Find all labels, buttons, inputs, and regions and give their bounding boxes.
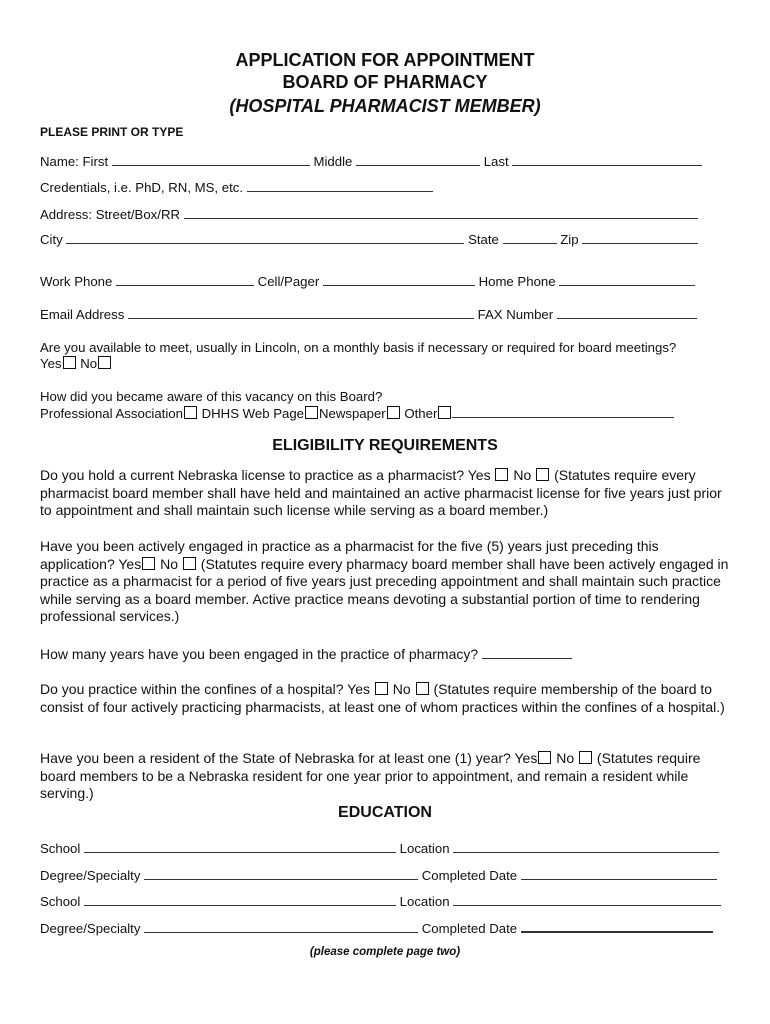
awareness-options	[40, 405, 674, 421]
license-no-checkbox[interactable]	[536, 468, 549, 481]
hospital-question-text: Do you practice within the confines of a hospital?	[40, 681, 344, 697]
page-two-note: (please complete page two)	[309, 946, 461, 958]
home-phone-label: Home Phone	[478, 274, 556, 289]
phone-row	[40, 273, 695, 289]
hospital-yes-label: Yes	[347, 681, 370, 697]
education-school-row-2	[40, 893, 721, 909]
dhhs-web-page-label: DHHS Web Page	[201, 406, 304, 421]
city-field[interactable]	[66, 231, 464, 244]
work-phone-field[interactable]	[116, 273, 254, 286]
credentials-row	[40, 179, 433, 195]
zip-field[interactable]	[582, 231, 698, 244]
hospital-no-label: No	[392, 681, 411, 697]
school-label-1: School	[40, 841, 81, 856]
zip-label: Zip	[560, 232, 579, 247]
first-name-label: Name: First	[40, 154, 109, 169]
city-state-zip-row	[40, 231, 698, 247]
eligibility-residency-question	[40, 750, 730, 803]
credentials-label: Credentials, i.e. PhD, RN, MS, etc.	[40, 180, 244, 195]
hospital-no-checkbox[interactable]	[416, 682, 429, 695]
address-field[interactable]	[184, 206, 698, 219]
form-subtitle: (HOSPITAL PHARMACIST MEMBER)	[229, 96, 541, 116]
form-title-line-1: APPLICATION FOR APPOINTMENT	[235, 50, 535, 70]
location-label-2: Location	[399, 894, 450, 909]
years-question-text: How many years have you been engaged in the practice of pharmacy?	[40, 646, 479, 662]
work-phone-label: Work Phone	[40, 274, 113, 289]
dhhs-web-page-checkbox[interactable]	[305, 406, 318, 419]
license-yes-label: Yes	[467, 467, 491, 483]
education-degree-row-1	[40, 867, 717, 883]
eligibility-hospital-question	[40, 681, 730, 716]
practice-no-checkbox[interactable]	[183, 557, 196, 570]
school-label-2: School	[40, 894, 81, 909]
eligibility-license-question	[40, 467, 730, 520]
practice-yes-label: Yes	[118, 555, 142, 572]
availability-yes-label: Yes	[40, 356, 62, 371]
address-label: Address: Street/Box/RR	[40, 207, 180, 222]
degree-label-1: Degree/Specialty	[40, 868, 141, 883]
location-field-1[interactable]	[453, 840, 719, 853]
residency-yes-checkbox[interactable]	[538, 751, 551, 764]
state-field[interactable]	[503, 231, 557, 244]
other-specify-field[interactable]	[452, 405, 674, 418]
license-no-label: No	[513, 467, 532, 483]
last-name-label: Last	[483, 154, 509, 169]
eligibility-practice-question	[40, 538, 730, 626]
school-field-2[interactable]	[84, 893, 396, 906]
education-degree-row-2	[40, 919, 713, 936]
practice-no-label: No	[160, 555, 179, 572]
email-label: Email Address	[40, 307, 125, 322]
practice-yes-checkbox[interactable]	[142, 557, 155, 570]
years-field[interactable]	[482, 646, 572, 659]
license-statute-note: (Statutes require every pharmacist board member shall have held and maintained an active pharmacist license for five years just prior to appointment and shall maintain such license while serving as a board member.)	[40, 467, 722, 518]
hospital-yes-checkbox[interactable]	[375, 682, 388, 695]
city-label: City	[40, 232, 63, 247]
middle-name-label: Middle	[313, 154, 353, 169]
name-row	[40, 153, 702, 169]
degree-field-1[interactable]	[144, 867, 418, 880]
professional-association-checkbox[interactable]	[184, 406, 197, 419]
home-phone-field[interactable]	[559, 273, 695, 286]
license-yes-checkbox[interactable]	[495, 468, 508, 481]
availability-answers	[40, 356, 112, 371]
degree-field-2[interactable]	[144, 920, 418, 933]
fax-label: FAX Number	[477, 307, 554, 322]
eligibility-heading: ELIGIBILITY REQUIREMENTS	[272, 437, 498, 454]
school-field-1[interactable]	[84, 840, 396, 853]
email-field[interactable]	[128, 306, 474, 319]
practice-question-text: Have you been actively engaged in practice as a pharmacist for the five (5) years just preceding this application?	[40, 538, 659, 572]
cell-pager-field[interactable]	[323, 273, 475, 286]
state-label: State	[468, 232, 499, 247]
print-instructions: PLEASE PRINT OR TYPE	[40, 125, 184, 139]
education-heading: EDUCATION	[338, 804, 432, 821]
hospital-statute-note: (Statutes require membership of the board to consist of four actively practicing pharmacists, at least one of whom practices within the confines of a hospital.)	[40, 681, 725, 715]
education-school-row-1	[40, 840, 719, 856]
credentials-field[interactable]	[247, 179, 433, 192]
availability-question: Are you available to meet, usually in Lincoln, on a monthly basis if necessary or required for board meetings?	[40, 340, 677, 355]
form-title-line-2: BOARD OF PHARMACY	[282, 72, 488, 92]
residency-yes-label: Yes	[514, 750, 538, 766]
professional-association-label: Professional Association	[40, 406, 183, 421]
fax-field[interactable]	[557, 306, 697, 319]
other-checkbox[interactable]	[438, 406, 451, 419]
availability-yes-checkbox[interactable]	[63, 356, 76, 369]
completed-field-2[interactable]	[521, 919, 713, 933]
residency-question-text: Have you been a resident of the State of Nebraska for at least one (1) year?	[40, 750, 511, 766]
location-field-2[interactable]	[453, 893, 721, 906]
cell-pager-label: Cell/Pager	[257, 274, 320, 289]
awareness-question: How did you became aware of this vacancy on this Board?	[40, 389, 383, 404]
middle-name-field[interactable]	[356, 153, 480, 166]
degree-label-2: Degree/Specialty	[40, 921, 141, 936]
newspaper-label: Newspaper	[319, 406, 386, 421]
first-name-field[interactable]	[112, 153, 310, 166]
eligibility-years-question	[40, 646, 730, 664]
residency-no-label: No	[556, 750, 575, 766]
completed-label-1: Completed Date	[421, 868, 518, 883]
last-name-field[interactable]	[512, 153, 702, 166]
residency-statute-note: (Statutes require board members to be a Nebraska resident for one year prior to appointment, and remain a resident while serving.)	[40, 750, 701, 801]
license-question-text: Do you hold a current Nebraska license to practice as a pharmacist?	[40, 467, 465, 483]
practice-statute-note: (Statutes require every pharmacy board member shall have been actively engaged in practice as a pharmacist for a period of five years just preceding appointment and shall maintain such practice while serving as a board member. Active practice means devoting a substantial portion of time to rendering professional services.)	[40, 555, 729, 624]
residency-no-checkbox[interactable]	[579, 751, 592, 764]
newspaper-checkbox[interactable]	[387, 406, 400, 419]
completed-label-2: Completed Date	[421, 921, 518, 936]
availability-no-label: No	[80, 356, 98, 371]
address-row	[40, 206, 698, 222]
email-fax-row	[40, 306, 697, 322]
other-label: Other	[404, 406, 438, 421]
completed-field-1[interactable]	[521, 867, 717, 880]
availability-no-checkbox[interactable]	[98, 356, 111, 369]
location-label-1: Location	[399, 841, 450, 856]
